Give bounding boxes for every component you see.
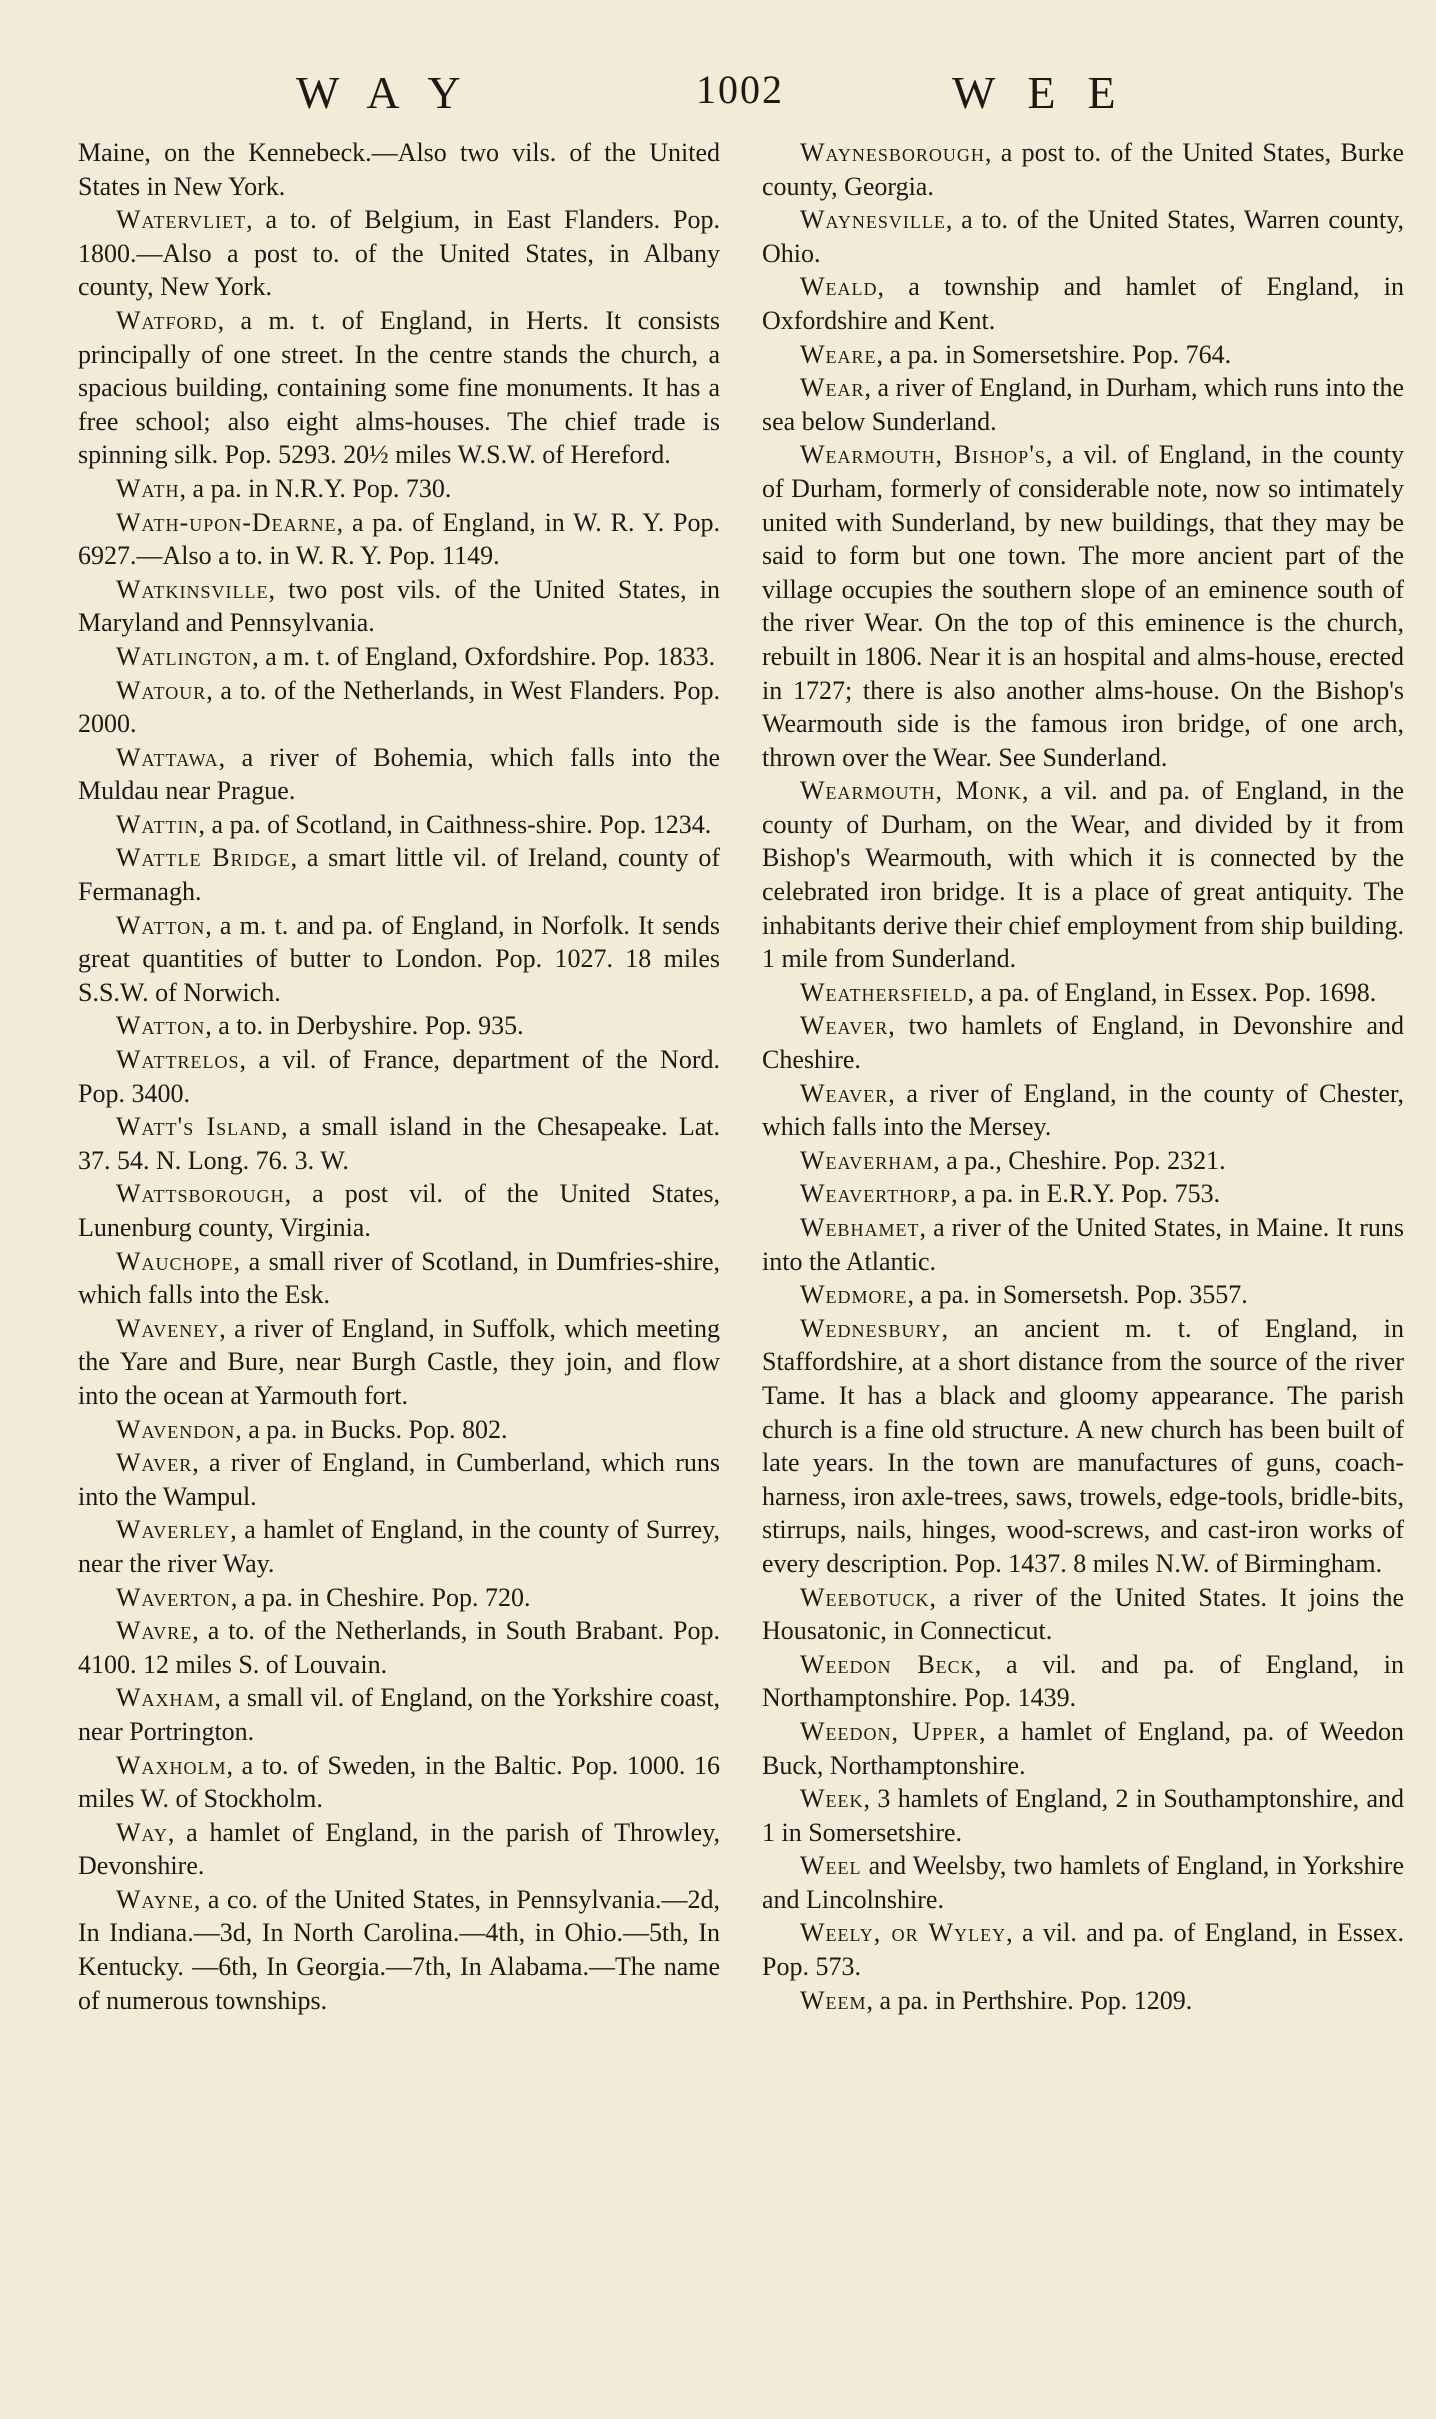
right-column	[762, 136, 1404, 2017]
entry-headword: Watkinsville	[116, 574, 269, 604]
gazetteer-entry	[78, 1177, 720, 1244]
gazetteer-entry	[78, 1681, 720, 1748]
gazetteer-entry	[78, 136, 720, 203]
gazetteer-entry	[762, 203, 1404, 270]
entry-headword: Wattle Bridge	[116, 843, 291, 873]
entry-text: , a pa. in N.R.Y. Pop. 730.	[179, 473, 452, 503]
entry-headword: Waxholm	[116, 1750, 227, 1780]
entry-headword: Weaver	[800, 1011, 889, 1041]
entry-text: , a pa. in Somersetsh. Pop. 3557.	[907, 1280, 1248, 1310]
entry-headword: Waverton	[116, 1582, 231, 1612]
gazetteer-entry	[762, 774, 1404, 976]
entry-headword: Wearmouth, Bishop's	[800, 440, 1046, 470]
entry-text: , two hamlets of England, in Devonshire and Cheshire.	[762, 1011, 1404, 1075]
gazetteer-entry	[762, 1849, 1404, 1916]
entry-text: , a smart little vil. of Ireland, county of Fermanagh.	[78, 843, 721, 907]
gazetteer-entry	[78, 1009, 720, 1043]
entry-text: , a small river of Scotland, in Dumfries-shire, which falls into the Esk.	[78, 1246, 720, 1310]
header-right-guideword: WEE	[952, 67, 1148, 118]
entry-headword: Watford	[116, 305, 218, 335]
entry-headword: Weathersfield	[800, 977, 968, 1007]
entry-text: , two post vils. of the United States, in Maryland and Pennsylvania.	[78, 574, 720, 638]
entry-headword: Weaverthorp	[800, 1179, 952, 1209]
entry-text: , a pa. in E.R.Y. Pop. 753.	[951, 1179, 1221, 1209]
entry-text: , a hamlet of England, in the county of Surrey, near the river Way.	[78, 1515, 720, 1578]
gazetteer-entry	[762, 1144, 1404, 1178]
entry-text: , a vil. and pa. of England, in the county of Durham, on the Wear, and divided by it from Bishop's Wearmouth, with which it is connected by the celebrated iron bridge. It is a place of great antiquity. The inhabitants derive their chief employment from ship building. 1 mile from Sunderland.	[762, 776, 1404, 974]
entry-headword: Watour	[116, 675, 207, 705]
entry-headword: Wedmore	[800, 1280, 908, 1310]
gazetteer-entry	[78, 1816, 720, 1883]
entry-headword: Wearmouth, Monk	[800, 776, 1022, 806]
entry-headword: Watton	[116, 910, 206, 940]
gazetteer-entry	[762, 1009, 1404, 1076]
entry-text: , a m. t. of England, in Herts. It consists principally of one street. In the centre stands the church, a spacious building, containing some fine monuments. It has a free school; also eight alms-houses. The chief trade is spinning silk. Pop. 5293. 20½ miles W.S.W. of Hereford.	[78, 305, 720, 470]
entry-headword: Weald	[800, 272, 878, 302]
gazetteer-entry	[78, 203, 720, 304]
entry-headword: Watlington	[116, 641, 253, 671]
entry-headword: Wednesbury	[800, 1313, 942, 1343]
entry-text: , a pa. in Perthshire. Pop. 1209.	[866, 1985, 1193, 2015]
entry-text: , a pa. in Cheshire. Pop. 720.	[230, 1582, 531, 1612]
entry-text: , a river of England, in Cumberland, which runs into the Wampul.	[78, 1448, 720, 1511]
entry-headword: Weedon Beck	[800, 1649, 975, 1679]
entry-headword: Waynesborough	[800, 138, 985, 167]
entry-text: , an ancient m. t. of England, in Staffordshire, at a short distance from the source of the river Tame. It has a black and gloomy appearance. The parish church is a fine old structure. A new church has been built of late years. In the town are manufactures of guns, coach-harness, iron axle-trees, saws, trowels, edge-tools, bridle-bits, stirrups, nails, hinges, wood-screws, and cast-iron works of every description. Pop. 1437. 8 miles N.W. of Birmingham.	[762, 1313, 1404, 1578]
gazetteer-entry	[78, 1749, 720, 1816]
gazetteer-entry	[78, 472, 720, 506]
gazetteer-entry	[78, 1312, 720, 1413]
entry-text: , a post to. of the United States, Burke county, Georgia.	[762, 138, 1404, 201]
entry-headword: Wavendon	[116, 1414, 236, 1444]
entry-headword: Wavre	[116, 1616, 193, 1646]
entry-headword: Weel	[800, 1851, 862, 1881]
entry-text: , a to. of the Netherlands, in South Brabant. Pop. 4100. 12 miles S. of Louvain.	[78, 1616, 720, 1679]
entry-text: , a pa., Cheshire. Pop. 2321.	[933, 1145, 1226, 1175]
entry-text: , a township and hamlet of England, in Oxfordshire and Kent.	[762, 272, 1404, 335]
header-left-guideword: WAY	[296, 67, 493, 118]
entry-headword: Wattin	[116, 809, 199, 839]
entry-text: , a pa. in Somersetshire. Pop. 764.	[876, 339, 1232, 369]
gazetteer-entry	[78, 1110, 720, 1177]
entry-headword: Weem	[800, 1985, 867, 2015]
entry-text: , a m. t. of England, Oxfordshire. Pop. 1833.	[252, 641, 716, 671]
entry-text: , a pa. in Bucks. Pop. 802.	[235, 1414, 508, 1444]
entry-headword: Waxham	[116, 1683, 215, 1713]
entry-headword: Wauchope	[116, 1246, 234, 1276]
entry-text: Maine, on the Kennebeck.—Also two vils. of the United States in New York.	[78, 138, 720, 201]
gazetteer-entry	[762, 136, 1404, 203]
gazetteer-entry	[78, 640, 720, 674]
entry-headword: Waynesville	[800, 205, 946, 235]
entry-headword: Waveney	[116, 1313, 220, 1343]
entry-headword: Way	[116, 1817, 168, 1847]
entry-text: , a hamlet of England, in the parish of Throwley, Devonshire.	[78, 1817, 720, 1881]
entry-text: , a river of England, in Suffolk, which meeting the Yare and Bure, near Burgh Castle, they join, and flow into the ocean at Yarmouth fort.	[78, 1313, 720, 1410]
gazetteer-entry	[78, 506, 720, 573]
gazetteer-entry	[762, 1211, 1404, 1278]
entry-headword: Weebotuck	[800, 1582, 930, 1612]
entry-text: , a to. in Derbyshire. Pop. 935.	[205, 1011, 524, 1041]
entry-headword: Weaver	[800, 1078, 889, 1108]
entry-text: , a small vil. of England, on the Yorkshire coast, near Portrington.	[78, 1683, 720, 1746]
entry-text: , a pa. of England, in W. R. Y. Pop. 6927.—Also a to. in W. R. Y. Pop. 1149.	[78, 507, 720, 571]
entry-headword: Wear	[800, 373, 865, 403]
gazetteer-entry	[78, 1513, 720, 1580]
entry-text: , a river of the United States, in Maine. It runs into the Atlantic.	[762, 1213, 1404, 1276]
gazetteer-entry	[78, 1043, 720, 1110]
entry-text: , a river of England, in the county of Chester, which falls into the Mersey.	[762, 1078, 1404, 1142]
gazetteer-entry	[762, 1177, 1404, 1211]
entry-headword: Webhamet	[800, 1213, 920, 1242]
entry-text: , a m. t. and pa. of England, in Norfolk. It sends great quantities of butter to London. Pop. 1027. 18 miles S.S.W. of Norwich.	[78, 910, 720, 1007]
entry-text: , a to. of Belgium, in East Flanders. Pop. 1800.—Also a post to. of the United States, in Albany county, New York.	[78, 205, 720, 302]
entry-headword: Watervliet	[116, 205, 247, 235]
entry-text: , a vil. and pa. of England, in Northamptonshire. Pop. 1439.	[762, 1649, 1404, 1713]
entry-text: , a river of England, in Durham, which runs into the sea below Sunderland.	[762, 373, 1404, 436]
gazetteer-entry	[762, 438, 1404, 774]
entry-text: , a pa. of England, in Essex. Pop. 1698.	[967, 977, 1377, 1007]
gazetteer-entry	[78, 1581, 720, 1615]
gazetteer-entry	[78, 909, 720, 1010]
gazetteer-entry	[78, 573, 720, 640]
entry-headword: Weedon, Upper	[800, 1716, 979, 1746]
entry-headword: Week	[800, 1784, 864, 1814]
entry-text: , a to. of the Netherlands, in West Flanders. Pop. 2000.	[78, 675, 720, 739]
gazetteer-entry	[78, 304, 720, 472]
entry-text: and Weelsby, two hamlets of England, in Yorkshire and Lincolnshire.	[762, 1851, 1404, 1914]
entry-text: , a vil. of England, in the county of Durham, formerly of considerable note, now so intimately united with Sunderland, by new buildings, that they may be said to form but one town. The more ancient part of the village occupies the southern slope of an eminence south of the river Wear. On the top of this eminence is the church, rebuilt in 1806. Near it is an hospital and alms-house, erected in 1727; there is also another alms-house. On the Bishop's Wearmouth side is the famous iron bridge, of one arch, thrown over the Wear. See Sunderland.	[762, 440, 1404, 772]
gazetteer-entry	[78, 741, 720, 808]
entry-headword: Wath	[116, 473, 180, 503]
gazetteer-entry	[78, 1883, 720, 2017]
page-number: 1002	[696, 67, 784, 112]
entry-text: , a river of Bohemia, which falls into the Muldau near Prague.	[78, 742, 720, 806]
entry-headword: Waverley	[116, 1515, 231, 1545]
gazetteer-entry	[78, 1245, 720, 1312]
entry-text: , a co. of the United States, in Pennsylvania.—2d, In Indiana.—3d, In North Carolina.—4th, in Ohio.—5th, In Kentucky. —6th, In Georgia.—7th, In Alabama.—The name of numerous townships.	[78, 1884, 720, 2015]
entry-text: , a to. of Sweden, in the Baltic. Pop. 1000. 16 miles W. of Stockholm.	[78, 1750, 720, 1814]
entry-headword: Weaverham	[800, 1145, 934, 1175]
gazetteer-entry	[762, 1581, 1404, 1648]
entry-headword: Wattrelos	[116, 1045, 240, 1075]
entry-headword: Weare	[800, 339, 877, 369]
gazetteer-entry	[762, 976, 1404, 1010]
entry-headword: Waver	[116, 1448, 193, 1478]
gazetteer-entry	[78, 808, 720, 842]
entry-text: , a small island in the Chesapeake. Lat. 37. 54. N. Long. 76. 3. W.	[78, 1112, 720, 1175]
gazetteer-entry	[762, 270, 1404, 337]
gazetteer-entry	[762, 371, 1404, 438]
gazetteer-entry	[762, 338, 1404, 372]
entry-text: , a to. of the United States, Warren county, Ohio.	[762, 205, 1404, 268]
gazetteer-entry	[78, 841, 720, 908]
entry-headword: Watt's Island	[116, 1112, 282, 1142]
gazetteer-entry	[762, 1782, 1404, 1849]
gazetteer-entry	[78, 1614, 720, 1681]
gazetteer-entry	[762, 1984, 1404, 2018]
entry-text: , a vil. and pa. of England, in Essex. Pop. 573.	[762, 1918, 1404, 1982]
entry-headword: Weely, or Wyley	[800, 1918, 1007, 1948]
gazetteer-entry	[78, 1446, 720, 1513]
gazetteer-entry	[78, 1413, 720, 1447]
gazetteer-entry	[762, 1278, 1404, 1312]
gazetteer-entry	[78, 674, 720, 741]
entry-headword: Watton	[116, 1011, 206, 1041]
entry-headword: Wayne	[116, 1884, 194, 1914]
entry-text: , a river of the United States. It joins the Housatonic, in Connecticut.	[762, 1582, 1404, 1646]
entry-headword: Wattawa	[116, 742, 219, 772]
left-column	[78, 136, 720, 2017]
entry-text: , a pa. of Scotland, in Caithness-shire. Pop. 1234.	[198, 809, 712, 839]
gazetteer-entry	[762, 1648, 1404, 1715]
gazetteer-entry	[762, 1077, 1404, 1144]
gazetteer-entry	[762, 1916, 1404, 1983]
gazetteer-entry	[762, 1312, 1404, 1581]
entry-text: , a vil. of France, department of the Nord. Pop. 3400.	[78, 1045, 720, 1108]
page-header	[0, 66, 1436, 126]
entry-text: , a hamlet of England, pa. of Weedon Buck, Northamptonshire.	[762, 1716, 1404, 1780]
entry-headword: Wattsborough	[116, 1179, 285, 1209]
entry-text: , a post vil. of the United States, Lunenburg county, Virginia.	[78, 1179, 720, 1242]
entry-text: , 3 hamlets of England, 2 in Southamptonshire, and 1 in Somersetshire.	[762, 1784, 1404, 1847]
entry-headword: Wath-upon-Dearne	[116, 507, 337, 537]
gazetteer-entry	[762, 1715, 1404, 1782]
